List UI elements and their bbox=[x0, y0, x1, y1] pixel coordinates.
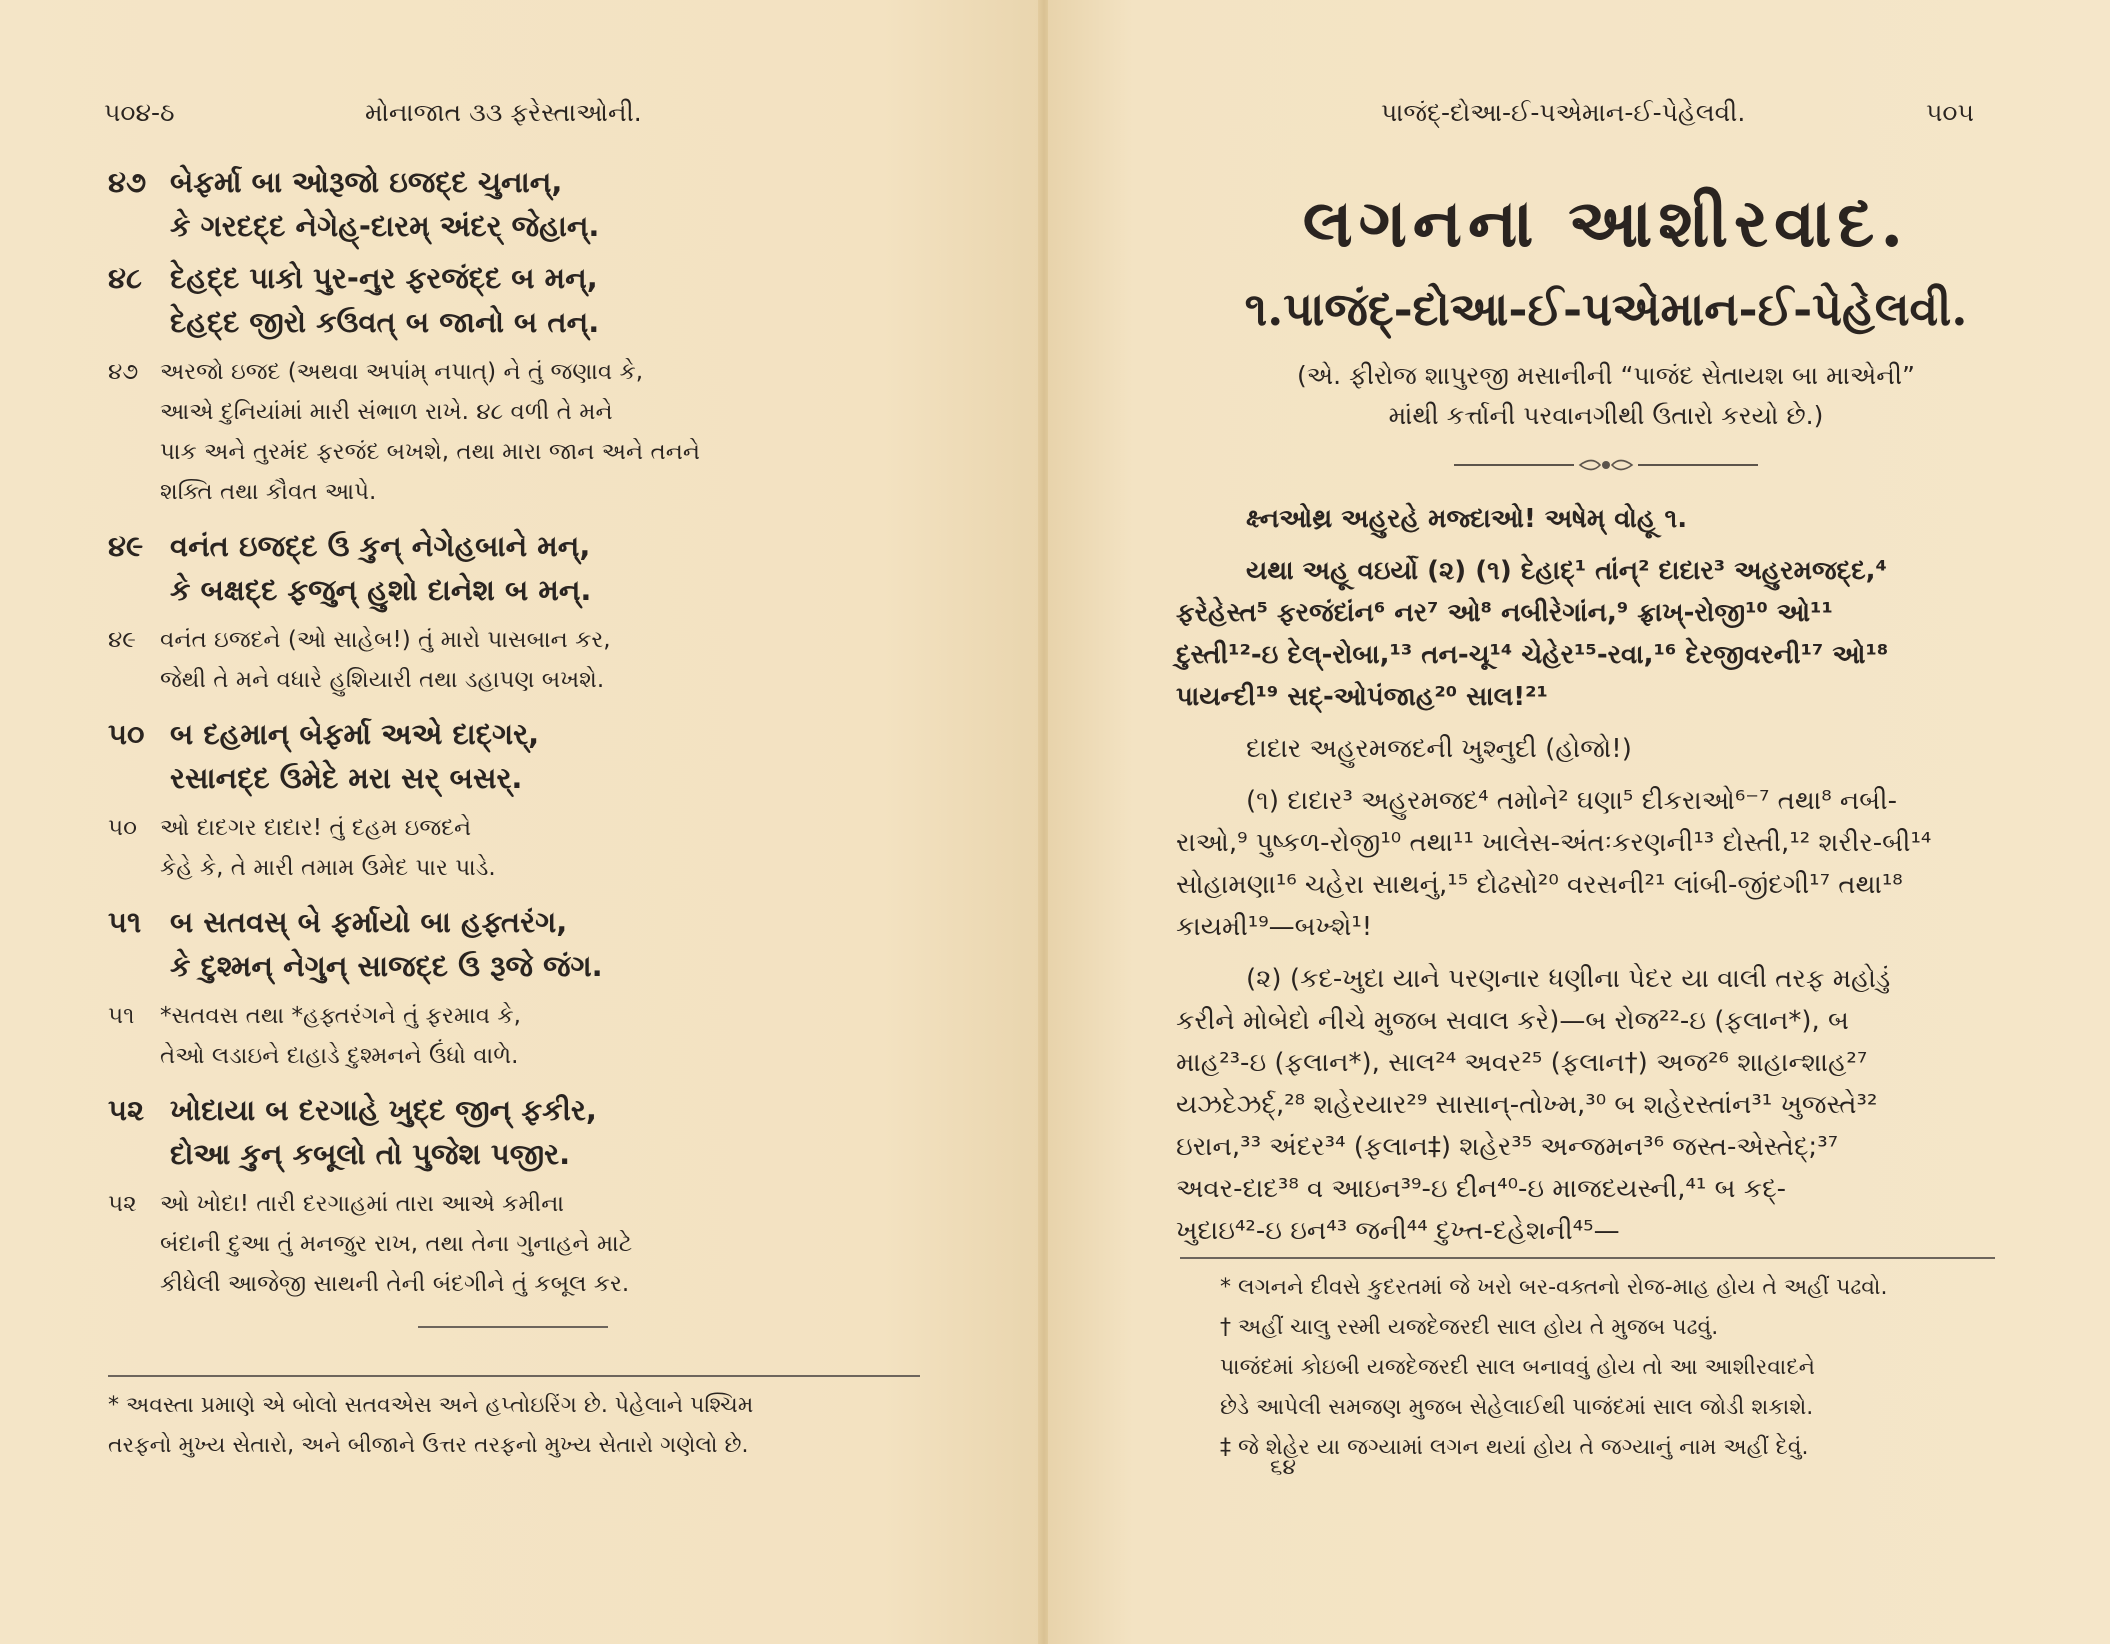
paragraph bbox=[1176, 958, 2036, 1252]
translation-line bbox=[108, 808, 928, 848]
verse-line bbox=[108, 256, 928, 300]
verse-block bbox=[108, 524, 928, 612]
verse-number: ૫૨ bbox=[108, 1093, 145, 1127]
translation-block bbox=[108, 620, 928, 700]
line-text: દેહદ્દ જીરો કઉવત્ બ જાનો બ તન્. bbox=[170, 305, 600, 339]
line-text: કે ગરદદ્દ નેગેહ્-દારમ્ અંદર્ જેહાન્. bbox=[170, 209, 600, 243]
line-text: ખોદાયા બ દરગાહે ખુદ્દ જીન્ ફકીર, bbox=[170, 1093, 597, 1127]
verse-block bbox=[108, 1088, 928, 1176]
sub-title: ૧.પાજંદ્-દોઆ-ઈ-પએમાન-ઈ-પેહેલવી. bbox=[1244, 282, 1968, 336]
translation-line bbox=[108, 352, 928, 392]
verse-line bbox=[108, 1088, 928, 1132]
paragraph-line: ક્ષ્નઓથ્ર અહુરહે મજ્દાઓ! અષેમ્ વોહૂ ૧. bbox=[1246, 504, 1688, 534]
translation-line bbox=[108, 392, 928, 432]
footnote-line: ‡ જે શેહેર યા જગ્યામાં લગન થયાં હોય તે જગ્યાનું નામ અહીં દેવું. bbox=[1220, 1435, 1809, 1460]
attribution-line: (એ. ફીરોજ શાપુરજી મસાનીની “પાજંદ સેતાયશ બા માએની” bbox=[1296, 361, 1915, 390]
paragraph-line: (૧) દાદાર³ અહુરમજદ⁴ તમોને² ઘણા⁵ દીકરાઓ⁶⁻⁷ તથા⁸ નબી- bbox=[1246, 786, 1897, 816]
paragraph bbox=[1176, 780, 2036, 948]
paragraph-line: ખુદાઇ⁴²-ઇ ઇન⁴³ જની⁴⁴ દુખ્ત-દહેશની⁴⁵— bbox=[1176, 1216, 1620, 1246]
footnote-line: છેડે આપેલી સમજણ મુજબ સેહેલાઈથી પાજંદમાં સાલ જોડી શકાશે. bbox=[1220, 1395, 1814, 1420]
paragraph bbox=[1176, 550, 2036, 718]
translation-line bbox=[108, 1184, 928, 1224]
verse-line bbox=[108, 204, 928, 248]
verse-line bbox=[108, 524, 928, 568]
verse-line bbox=[108, 160, 928, 204]
verse-line bbox=[108, 944, 928, 988]
translation-line bbox=[108, 620, 928, 660]
verse-line bbox=[108, 900, 928, 944]
verse-number: ૪૯ bbox=[108, 529, 144, 563]
translation-block bbox=[108, 808, 928, 888]
verse-number: ૫૧ bbox=[108, 1003, 135, 1029]
section-end-rule bbox=[418, 1326, 608, 1328]
translation-block bbox=[108, 996, 928, 1076]
line-text: કે બક્ષદ્દ ફજુન્ હુશો દાનેશ બ મન્. bbox=[170, 573, 592, 607]
verse-number: ૫૦ bbox=[108, 815, 137, 841]
paragraph-line: સોહામણા¹⁶ ચહેરા સાથનું,¹⁵ દોઢસો²⁰ વરસની²¹ લાંબી-જીંદગી¹⁷ તથા¹⁸ bbox=[1176, 870, 1903, 900]
verse-line bbox=[108, 712, 928, 756]
line-text: કેહે કે, તે મારી તમામ ઉમેદ પાર પાડે. bbox=[160, 855, 496, 881]
line-text: બંદાની દુઆ તું મનજુર રાખ, તથા તેના ગુનાહને માટે bbox=[160, 1231, 633, 1257]
right-footnote-rule bbox=[1180, 1257, 1995, 1259]
translation-line bbox=[108, 996, 928, 1036]
right-paragraphs bbox=[1176, 498, 2036, 1252]
line-text: પાક અને તુરમંદ ફરજંદ બખશે, તથા મારા જાન અને તનને bbox=[160, 439, 700, 465]
translation-line bbox=[108, 1036, 928, 1076]
verse-block bbox=[108, 256, 928, 344]
footnote-line: પાજંદમાં કોઇબી યજદેજરદી સાલ બનાવવું હોય તો આ આશીરવાદને bbox=[1220, 1355, 1816, 1380]
verse-line bbox=[108, 568, 928, 612]
line-text: કે દુશ્મન્ નેગુન્ સાજદ્દ ઉ રૂજે જંગ. bbox=[170, 949, 603, 983]
attribution bbox=[1176, 356, 2036, 436]
verse-number: ૫૦ bbox=[108, 717, 145, 751]
footnote-line: * લગનને દીવસે કુદરતમાં જે ખરો બર-વક્તનો રોજ-માહ હોય તે અહીં પઢવો. bbox=[1220, 1275, 1888, 1300]
footnote-line: * અવસ્તા પ્રમાણે એ બોલો સતવએસ અને હપ્તોઇરિંગ છે. પેહેલાને પશ્ચિમ bbox=[108, 1393, 754, 1418]
paragraph-line: ઇરાન,³³ અંદર³⁴ (ફલાન‡) શહેર³⁵ અન્જમન³⁶ જસ્ત-એસ્તેદ્;³⁷ bbox=[1176, 1132, 1839, 1162]
verse-number: ૪૭ bbox=[108, 359, 139, 385]
paragraph-line: દુસ્તી¹²-ઇ દેલ્-રોબા,¹³ તન-ચૂ¹⁴ ચેહેર¹⁵-રવા,¹⁶ દેરજીવરની¹⁷ ઓ¹⁸ bbox=[1176, 640, 1889, 670]
paragraph-line: યઝદેઝર્દ્,²⁸ શહેરયાર²⁹ સાસાન્-તોખ્મ,³⁰ બ શહેરસ્તાંન³¹ ખુજસ્તે³² bbox=[1176, 1090, 1878, 1120]
line-text: આએ દુનિયાંમાં મારી સંભાળ રાખે. ૪૮ વળી તે મને bbox=[160, 399, 613, 425]
paragraph bbox=[1176, 728, 2036, 770]
line-text: દેહદ્દ પાકો પુર-નુર ફરજંદ્દ બ મન્, bbox=[170, 261, 598, 295]
paragraph-line: રાઓ,⁹ પુષ્કળ-રોજી¹⁰ તથા¹¹ ખાલેસ-અંતઃકરણની¹³ દોસ્તી,¹² શરીર-બી¹⁴ bbox=[1176, 828, 1932, 858]
left-footnote bbox=[108, 1386, 928, 1466]
footnote-line: તરફનો મુખ્ય સેતારો, અને બીજાને ઉત્તર તરફનો મુખ્ય સેતારો ગણેલો છે. bbox=[108, 1433, 749, 1458]
right-body bbox=[1176, 170, 2036, 1262]
left-page-number: ૫૦૪-ઠ bbox=[104, 98, 175, 127]
paragraph-line: કરીને મોબેદો નીચે મુજબ સવાલ કરે)—બ રોજ²²-ઇ (ફલાન*), બ bbox=[1176, 1006, 1849, 1036]
translation-line bbox=[108, 1224, 928, 1264]
line-text: ઓ ખોદા! તારી દરગાહમાં તારા આએ કમીના bbox=[160, 1191, 564, 1217]
paragraph-line: માહ²³-ઇ (ફલાન*), સાલ²⁴ અવર²⁵ (ફલાન†) અજ²⁶ શાહાન્શાહ²⁷ bbox=[1176, 1048, 1868, 1078]
right-running-title: પાજંદ્-દોઆ-ઈ-પએમાન-ઈ-પેહેલવી. bbox=[1381, 98, 1746, 127]
right-footnotes bbox=[1220, 1268, 2010, 1468]
translation-line bbox=[108, 848, 928, 888]
paragraph-line: યથા અહૂ વઇર્યો (૨) (૧) દેહાદ્¹ તાંન્² દાદાર³ અહુરમજદ્દ,⁴ bbox=[1246, 556, 1887, 586]
line-text: રસાનદ્દ ઉમેદે મરા સર્ બસર્. bbox=[170, 761, 523, 795]
line-text: અરજો ઇજદ (અથવા અપાંમ્ નપાત્) ને તું જણાવ કે, bbox=[160, 359, 644, 385]
line-text: વનંત ઇજદને (ઓ સાહેબ!) તું મારો પાસબાન કર, bbox=[160, 627, 611, 653]
line-text: બેફર્મા બા ઓરૂજો ઇજદ્દ ચુનાન્, bbox=[170, 165, 563, 199]
right-page-number: ૫૦૫ bbox=[1926, 98, 1974, 127]
main-title: લગનના આશીરવાદ. bbox=[1302, 184, 1910, 262]
paragraph-line: અવર-દાદ³⁸ વ આઇન³⁹-ઇ દીન⁴⁰-ઇ માજદયસ્ની,⁴¹ બ કદ્- bbox=[1176, 1174, 1786, 1204]
verse-block bbox=[108, 712, 928, 800]
verse-block bbox=[108, 900, 928, 988]
verse-line bbox=[108, 756, 928, 800]
translation-line bbox=[108, 472, 928, 512]
translation-line bbox=[108, 660, 928, 700]
signature-mark: ૬૪ bbox=[1270, 1455, 1296, 1480]
footnote-line: † અહીં ચાલુ રસ્મી યજદેજરદી સાલ હોય તે મુજબ પઢવું. bbox=[1220, 1315, 1719, 1340]
verse-number: ૪૭ bbox=[108, 165, 147, 199]
line-text: તેઓ લડાઇને દાહાડે દુશ્મનને ઉંધો વાળે. bbox=[160, 1043, 519, 1069]
paragraph bbox=[1176, 498, 2036, 540]
line-text: બ દહમાન્ બેફર્મા અએ દાદ્ગર્, bbox=[170, 717, 540, 751]
flower-ornament-icon bbox=[1578, 454, 1634, 476]
line-text: દોઆ કુન્ કબૂલો તો પુજેશ પજીર. bbox=[170, 1137, 571, 1171]
verse-number: ૫૧ bbox=[108, 905, 142, 939]
translation-line bbox=[108, 1264, 928, 1304]
line-text: *સતવસ તથા *હફ્તરંગને તું ફરમાવ કે, bbox=[160, 1003, 521, 1029]
line-text: શક્તિ તથા કૌવત આપે. bbox=[160, 479, 377, 505]
paragraph-line: પાયન્દી¹⁹ સદ્-ઓપંજાહ²⁰ સાલ!²¹ bbox=[1176, 682, 1548, 712]
verse-number: ૪૮ bbox=[108, 261, 142, 295]
verse-line bbox=[108, 1132, 928, 1176]
left-running-title: મોનાજાત ૩૩ ફરેસ્તાઓની. bbox=[365, 98, 642, 127]
left-footnote-rule bbox=[108, 1375, 920, 1377]
line-text: ઓ દાદગર દાદાર! તું દહમ ઇજદને bbox=[160, 815, 472, 841]
paragraph-line: ફરેહેસ્ત⁵ ફરજંદાંન⁶ નર⁷ ઓ⁸ નબીરેગાંન,⁹ ફ્રાખ્-રોજી¹⁰ ઓ¹¹ bbox=[1176, 598, 1833, 628]
verse-line bbox=[108, 300, 928, 344]
paragraph-line: (૨) (કદ-ખુદા યાને પરણનાર ધણીના પેદર યા વાલી તરફ મહોડું bbox=[1246, 964, 1891, 994]
left-body bbox=[108, 160, 928, 1328]
line-text: વનંત ઇજદ્દ ઉ કુન્ નેગેહબાને મન્, bbox=[170, 529, 591, 563]
verse-number: ૪૯ bbox=[108, 627, 136, 653]
verse-number: ૫૨ bbox=[108, 1191, 137, 1217]
verse-block bbox=[108, 160, 928, 248]
ornament-divider bbox=[1176, 454, 2036, 476]
line-text: જેથી તે મને વધારે હુશિયારી તથા ડહાપણ બખશે. bbox=[160, 667, 605, 693]
translation-line bbox=[108, 432, 928, 472]
attribution-line: માંથી કર્ત્તાની પરવાનગીથી ઉતારો કરયો છે.) bbox=[1388, 401, 1824, 430]
paragraph-line: દાદાર અહુરમજદની ખુશ્નુદી (હોજો!) bbox=[1246, 734, 1632, 764]
line-text: બ સતવસ્ બે ફર્માયો બા હફ્તરંગ, bbox=[170, 905, 568, 939]
paragraph-line: કાયમી¹⁹—બખ્શે¹! bbox=[1176, 912, 1373, 942]
translation-block bbox=[108, 352, 928, 512]
line-text: કીધેલી આજેજી સાથની તેની બંદગીને તું કબૂલ કર. bbox=[160, 1271, 630, 1297]
translation-block bbox=[108, 1184, 928, 1304]
